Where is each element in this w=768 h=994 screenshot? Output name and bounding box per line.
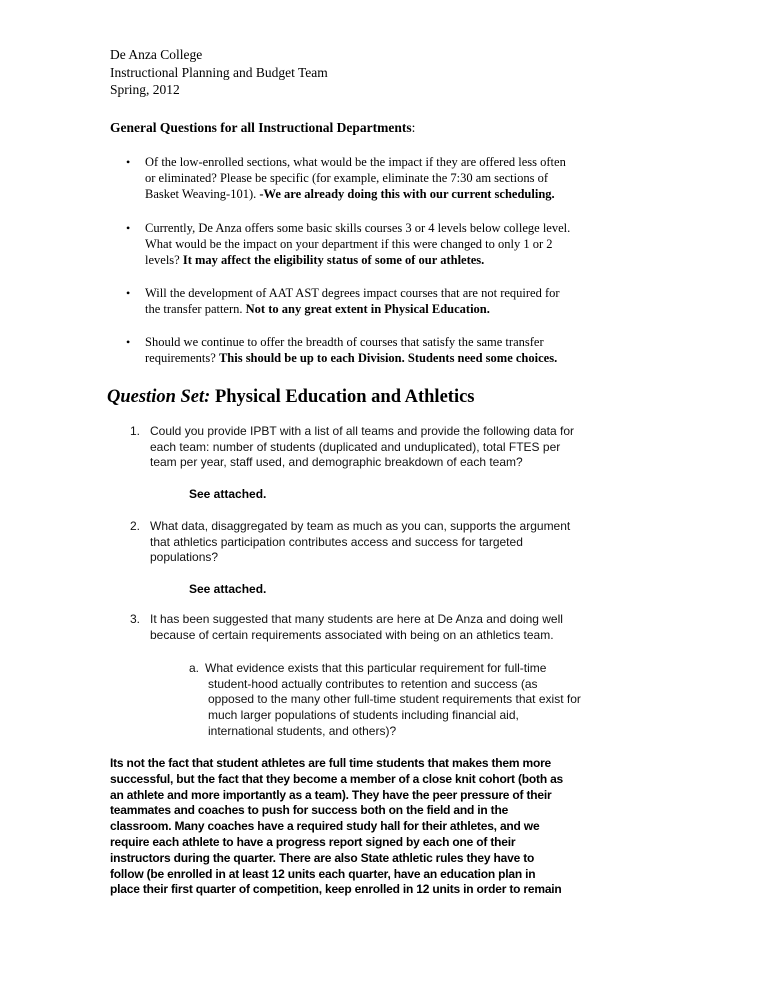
answer-paragraph <box>110 756 563 898</box>
question-line: What data, disaggregated by team as much as you can, supports the argument <box>150 519 571 533</box>
bullet-item <box>126 285 560 317</box>
question-line: populations? <box>150 550 219 564</box>
heading-text: General Questions for all Instructional Departments <box>110 120 412 135</box>
subquestion-line: international students, and others)? <box>208 723 397 738</box>
bullet-item <box>126 154 566 202</box>
subquestion-a <box>189 661 581 740</box>
answer-line: instructors during the quarter. There are also State athletic rules they have to <box>110 850 535 865</box>
subquestion-line: opposed to the many other full-time student requirements that exist for <box>208 692 581 707</box>
answer-line: place their first quarter of competition, keep enrolled in 12 units in order to remain <box>110 882 562 897</box>
heading-colon: : <box>411 120 416 135</box>
header-line: Instructional Planning and Budget Team <box>110 64 328 80</box>
bullet-icon: • <box>126 221 131 235</box>
answer-line: teammates and coaches to push for success both on the field and in the <box>110 803 509 818</box>
bullet-answer: It may affect the eligibility status of some of our athletes. <box>182 253 485 267</box>
question-line: because of certain requirements associated with being on an athletics team. <box>150 627 554 642</box>
bullet-line: levels? <box>145 253 183 267</box>
bullet-line: requirements? <box>145 351 219 365</box>
subquestion-line: student-hood actually contributes to retention and success (as <box>208 676 538 691</box>
question-line: It has been suggested that many students are here at De Anza and doing well <box>150 612 563 626</box>
bullet-icon: • <box>126 286 131 300</box>
subquestion-line: much larger populations of students including financial aid, <box>208 708 519 723</box>
question-number: 2. <box>130 519 141 533</box>
question-set-heading <box>107 385 475 409</box>
question-line: that athletics participation contributes access and success for targeted <box>150 534 523 549</box>
header-line: Spring, 2012 <box>110 82 180 97</box>
question-set-label: Question Set: <box>107 387 211 407</box>
general-questions-heading <box>110 119 415 137</box>
bullet-line: Will the development of AAT AST degrees impact courses that are not required for <box>145 286 560 300</box>
subquestion-letter: a. <box>189 661 200 675</box>
header-line: De Anza College <box>110 47 203 62</box>
question-line: each team: number of students (duplicated and unduplicated), total FTES per <box>150 439 561 454</box>
bullet-line: What would be the impact on your department if this were changed to only 1 or 2 <box>145 237 553 251</box>
bullet-item <box>126 334 558 366</box>
bullet-line: Should we continue to offer the breadth of courses that satisfy the same transfer <box>145 335 544 349</box>
bullet-item <box>126 220 571 268</box>
answer-line: Its not the fact that student athletes are full time students that makes them more <box>110 756 552 770</box>
answer-line: follow (be enrolled in at least 12 units each quarter, have an education plan in <box>110 866 536 881</box>
answer-line: require each athlete to have a progress report signed by each one of their <box>110 834 516 849</box>
question-number: 1. <box>130 424 141 438</box>
bullet-line: Basket Weaving-101). <box>145 187 260 201</box>
subquestion-line: What evidence exists that this particular requirement for full-time <box>205 661 547 675</box>
answer-line: classroom. Many coaches have a required study hall for their athletes, and we <box>110 819 540 834</box>
document-header <box>110 46 328 99</box>
answer-line: an athlete and more importantly as a team). They have the peer pressure of their <box>110 787 552 802</box>
bullet-line: or eliminated? Please be specific (for example, eliminate the 7:30 am sections of <box>145 171 548 185</box>
bullet-line: the transfer pattern. <box>145 302 246 316</box>
question-set-title: Physical Education and Athletics <box>210 387 475 407</box>
bullet-icon: • <box>126 335 131 349</box>
answer-line: successful, but the fact that they become a member of a close knit cohort (both as <box>110 771 564 786</box>
question-number: 3. <box>130 612 141 626</box>
bullet-line: Of the low-enrolled sections, what would be the impact if they are offered less often <box>145 155 566 169</box>
question-line: Could you provide IPBT with a list of all teams and provide the following data for <box>150 424 575 438</box>
question-item <box>130 612 563 643</box>
question-answer: See attached. <box>189 487 267 501</box>
bullet-answer: This should be up to each Division. Students need some choices. <box>218 351 558 365</box>
bullet-answer: Not to any great extent in Physical Education. <box>245 302 490 316</box>
question-line: team per year, staff used, and demographic breakdown of each team? <box>150 455 523 469</box>
question-item <box>130 424 575 471</box>
bullet-icon: • <box>126 155 131 169</box>
bullet-answer: -We are already doing this with our current scheduling. <box>259 187 555 201</box>
question-answer: See attached. <box>189 582 267 596</box>
question-item <box>130 519 571 566</box>
bullet-line: Currently, De Anza offers some basic skills courses 3 or 4 levels below college level. <box>145 221 571 235</box>
